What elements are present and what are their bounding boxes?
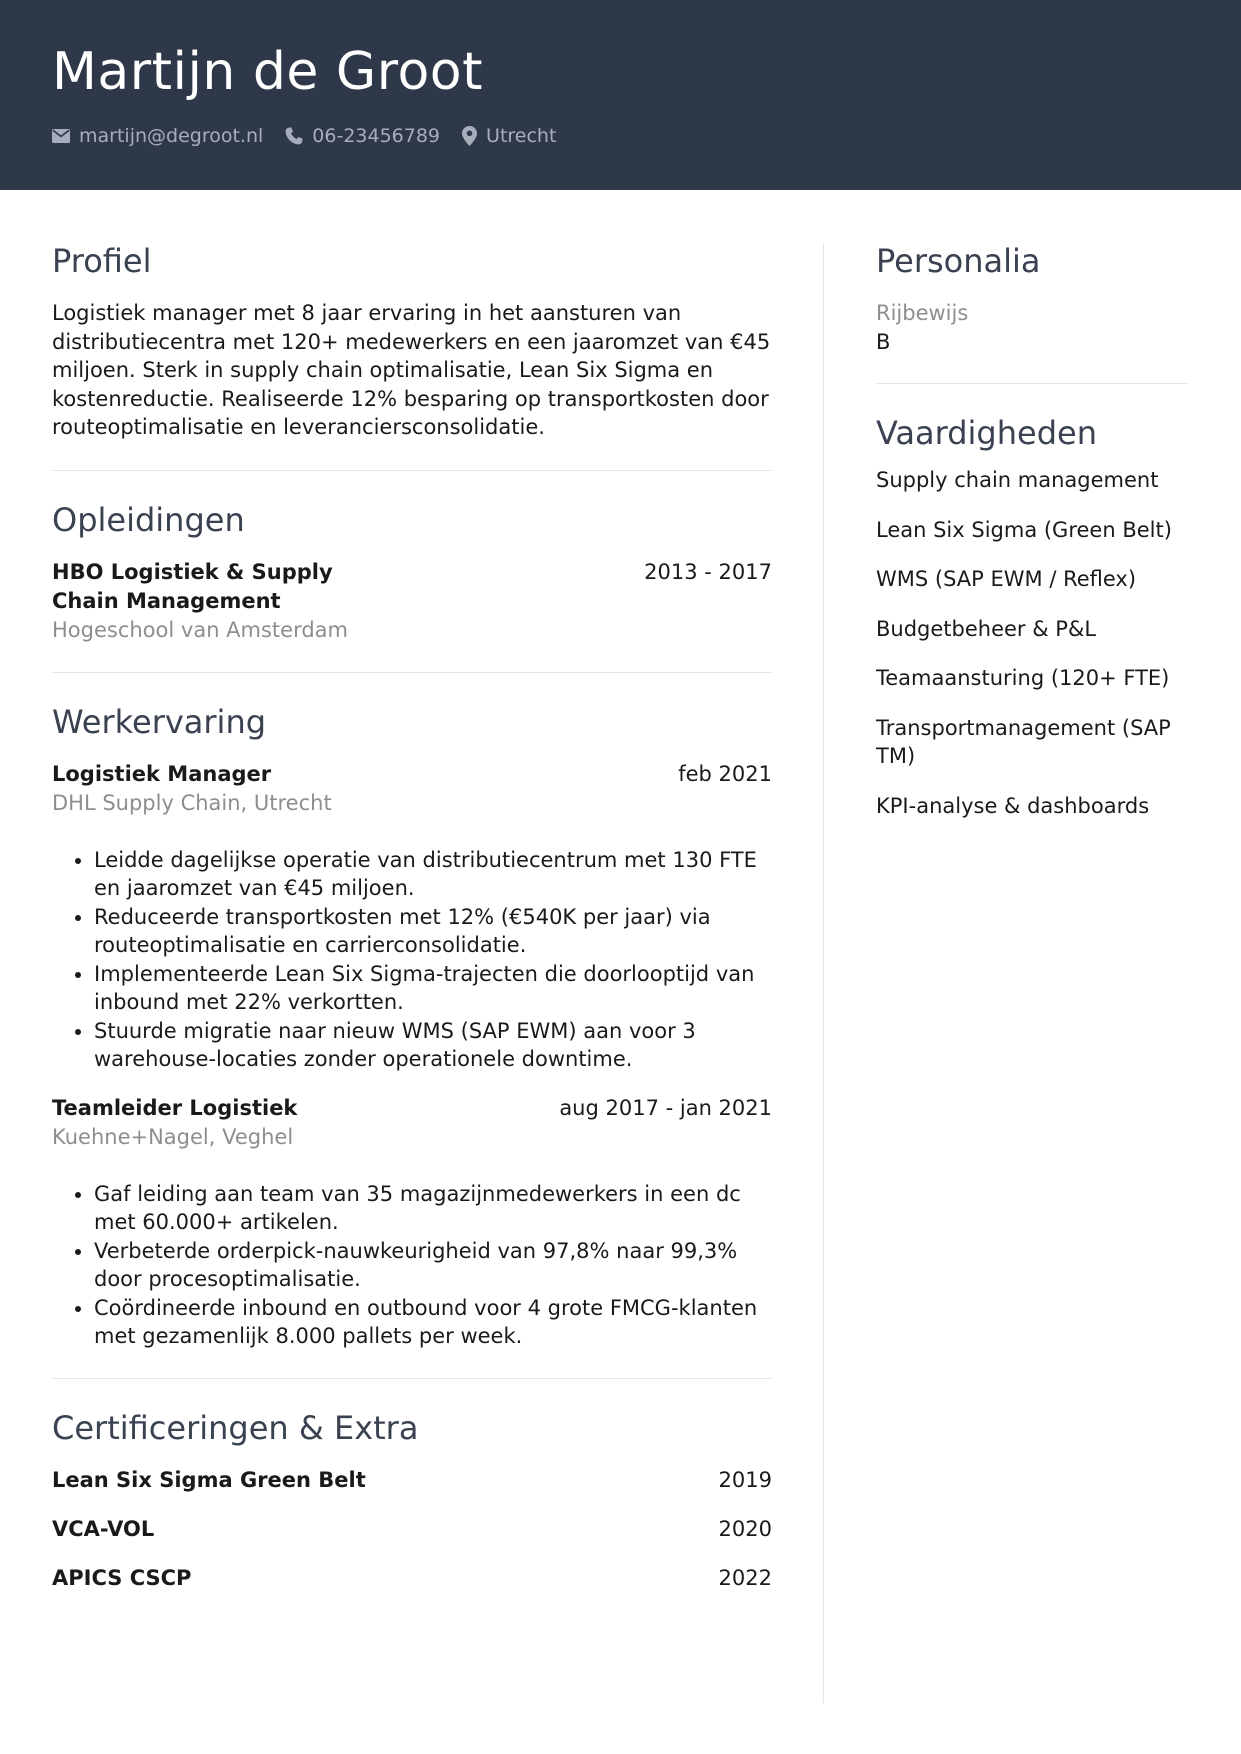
job-company: DHL Supply Chain, Utrecht bbox=[52, 790, 332, 815]
skill-item: Lean Six Sigma (Green Belt) bbox=[876, 517, 1172, 542]
job-bullet: • Verbeterde orderpick-nauwkeurigheid van 97,8% naar 99,3% door procesoptimalisatie. bbox=[94, 1237, 772, 1294]
certification-name: VCA-VOL bbox=[52, 1516, 155, 1541]
section-divider bbox=[52, 672, 772, 673]
job-bullets bbox=[52, 846, 772, 1074]
education-entry bbox=[52, 558, 772, 645]
section-opleidingen bbox=[52, 499, 772, 645]
section-title-werkervaring: Werkervaring bbox=[52, 702, 267, 741]
certification-year: 2019 bbox=[718, 1467, 772, 1492]
job-bullet: • Reduceerde transportkosten met 12% (€540K per jaar) via routeoptimalisatie en carrierconsolidatie. bbox=[94, 903, 772, 960]
section-profiel bbox=[52, 240, 772, 442]
skill-item: KPI-analyse & dashboards bbox=[876, 793, 1150, 818]
main-column bbox=[52, 240, 772, 1613]
section-title-profiel: Profiel bbox=[52, 242, 152, 280]
location-text: Utrecht bbox=[486, 125, 557, 147]
certification-row bbox=[52, 1515, 772, 1564]
section-title-opleidingen: Opleidingen bbox=[52, 500, 245, 539]
job-period: feb 2021 bbox=[678, 761, 772, 786]
resume-header bbox=[0, 0, 1241, 190]
contact-location bbox=[462, 125, 556, 147]
job-role: Logistiek Manager bbox=[52, 761, 272, 786]
section-personalia bbox=[876, 240, 1188, 356]
section-title-personalia: Personalia bbox=[876, 242, 1041, 280]
job-company: Kuehne+Nagel, Veghel bbox=[52, 1124, 294, 1149]
candidate-name: Martijn de Groot bbox=[52, 42, 483, 102]
contact-phone bbox=[285, 125, 440, 147]
certification-year: 2022 bbox=[718, 1565, 772, 1590]
profile-summary: Logistiek manager met 8 jaar ervaring in het aansturen van distributiecentra met 120+ medewerkers en een jaaromzet van €45 miljoen. Sterk in supply chain optimalisatie, Lean Six Sigma en kostenreductie. Realiseerde 12% besparing op transportkosten door routeoptimalisatie en leveranciersconsolidatie. bbox=[52, 301, 771, 439]
section-divider bbox=[52, 470, 772, 471]
skills-list bbox=[876, 466, 1188, 820]
contact-email bbox=[52, 125, 263, 147]
job-entry bbox=[52, 1094, 772, 1351]
job-period: aug 2017 - jan 2021 bbox=[559, 1095, 772, 1120]
education-degree: HBO Logistiek & Supply Chain Management bbox=[52, 559, 333, 613]
certification-row bbox=[52, 1564, 772, 1613]
certification-row bbox=[52, 1466, 772, 1515]
job-entry bbox=[52, 760, 772, 1074]
column-divider bbox=[823, 243, 824, 1703]
job-bullet: • Coördineerde inbound en outbound voor 4 grote FMCG-klanten met gezamenlijk 8.000 pallets per week. bbox=[94, 1294, 772, 1351]
job-bullet: • Leidde dagelijkse operatie van distributiecentrum met 130 FTE en jaaromzet van €45 miljoen. bbox=[94, 846, 772, 903]
certification-name: Lean Six Sigma Green Belt bbox=[52, 1467, 366, 1492]
license-value: B bbox=[876, 329, 891, 354]
job-bullets bbox=[52, 1180, 772, 1351]
education-school: Hogeschool van Amsterdam bbox=[52, 617, 349, 642]
skill-item: Supply chain management bbox=[876, 468, 1159, 492]
certification-list bbox=[52, 1466, 772, 1613]
skill-item: Budgetbeheer & P&L bbox=[876, 616, 1097, 641]
section-divider bbox=[52, 1378, 772, 1379]
phone-icon bbox=[285, 127, 303, 145]
side-column bbox=[876, 240, 1188, 841]
job-bullet: • Implementeerde Lean Six Sigma-trajecten die doorlooptijd van inbound met 22% verkortten. bbox=[94, 960, 772, 1017]
section-certificeringen bbox=[52, 1407, 772, 1613]
section-title-certificeringen: Certificeringen & Extra bbox=[52, 1408, 419, 1447]
section-werkervaring bbox=[52, 701, 772, 1351]
section-vaardigheden bbox=[876, 412, 1188, 820]
job-role: Teamleider Logistiek bbox=[52, 1095, 298, 1120]
job-bullet: • Stuurde migratie naar nieuw WMS (SAP EWM) aan voor 3 warehouse-locaties zonder operationele downtime. bbox=[94, 1017, 772, 1074]
section-title-vaardigheden: Vaardigheden bbox=[876, 414, 1097, 452]
certification-year: 2020 bbox=[718, 1516, 772, 1541]
phone-text: 06-23456789 bbox=[312, 125, 441, 147]
job-bullet: • Gaf leiding aan team van 35 magazijnmedewerkers in een dc met 60.000+ artikelen. bbox=[94, 1180, 772, 1237]
skill-item: Teamaansturing (120+ FTE) bbox=[876, 666, 1170, 690]
email-text: martijn@degroot.nl bbox=[79, 125, 264, 147]
skill-item: WMS (SAP EWM / Reflex) bbox=[876, 567, 1137, 591]
envelope-icon bbox=[52, 129, 70, 143]
education-period: 2013 - 2017 bbox=[644, 559, 772, 584]
certification-name: APICS CSCP bbox=[52, 1565, 192, 1590]
contact-bar bbox=[52, 122, 556, 150]
skill-item: Transportmanagement (SAP TM) bbox=[876, 715, 1171, 768]
license-label: Rijbewijs bbox=[876, 301, 969, 325]
map-pin-icon bbox=[462, 126, 477, 146]
section-divider bbox=[876, 383, 1188, 384]
